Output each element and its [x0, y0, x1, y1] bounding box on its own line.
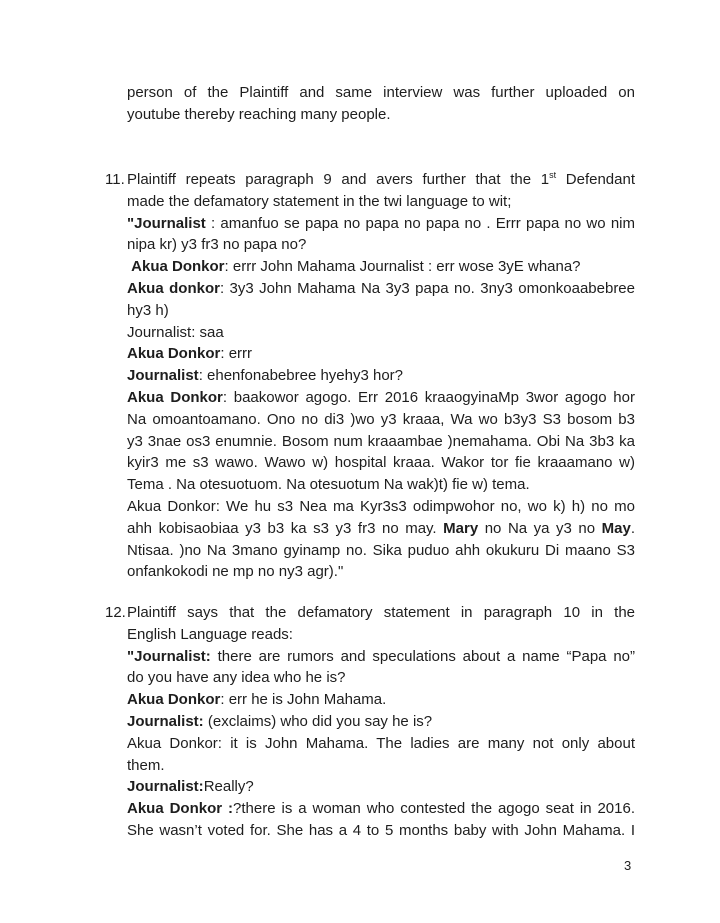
paragraph-11: [127, 169, 635, 583]
text-line: nipa kr) y3 fr3 no papa no?: [127, 236, 307, 254]
text-line: Tema . Na otesuotuom. Na otesuotum Na wak)t) fie w) tema.: [127, 476, 530, 494]
text-line: "Journalist: there are rumors and speculations about a name “Papa no”: [127, 647, 635, 665]
text-line: ahh kobisaobiaa y3 b3 ka s3 y3 fr3 no may. Mary no Na ya y3 no May.: [127, 519, 636, 537]
text-line: Akua Donkor: err he is John Mahama.: [127, 691, 387, 709]
text-line: Akua donkor: 3y3 John Mahama Na 3y3 papa no. 3ny3 omonkoaabebree: [127, 279, 635, 297]
text-line: them.: [127, 756, 165, 774]
text-line: do you have any idea who he is?: [127, 669, 346, 687]
text-line: onfankokodi ne mp no ny3 agr).": [127, 563, 344, 581]
text-line: English Language reads:: [127, 625, 293, 643]
text-line: Journalist: ehenfonabebree hyehy3 hor?: [127, 367, 404, 385]
text-line: Akua Donkor: errr John Mahama Journalist : err wose 3yE whana?: [131, 258, 581, 276]
intro-line: youtube thereby reaching many people.: [127, 105, 391, 123]
intro-paragraph: [127, 82, 635, 126]
text-line: Plaintiff says that the defamatory statement in paragraph 10 in the: [127, 604, 635, 621]
text-line: Ntisaa. )no Na 3mano gyinamp no. Sika puduo ahh okukuru Di maano S3: [127, 541, 635, 559]
text-line: made the defamatory statement in the twi language to wit;: [127, 192, 512, 210]
text-line: Akua Donkor :?there is a woman who contested the agogo seat in 2016.: [127, 800, 635, 818]
paragraph-number: 11.: [105, 171, 125, 188]
page-number: 3: [624, 858, 632, 873]
text-line: Akua Donkor: it is John Mahama. The ladies are many not only about: [127, 734, 635, 752]
text-line: "Journalist : amanfuo se papa no papa no papa no . Errr papa no wo nim: [127, 214, 635, 232]
text-line: Journalist: saa: [127, 323, 224, 341]
text-line: Akua Donkor: baakowor agogo. Err 2016 kraaogyinaMp 3wor agogo hor: [127, 388, 635, 406]
text-line: Plaintiff repeats paragraph 9 and avers further that the 1st Defendant: [127, 170, 635, 188]
text-line: Akua Donkor: We hu s3 Nea ma Kyr3s3 odimpwohor no, wo k) h) no mo: [127, 497, 635, 515]
paragraph-number: 12.: [105, 604, 126, 621]
intro-line: person of the Plaintiff and same interview was further uploaded on: [127, 84, 635, 101]
text-line: Journalist:Really?: [127, 778, 254, 796]
text-line: hy3 h): [127, 301, 169, 319]
text-line: kyir3 me s3 wawo. Wawo w) hospital kraaa. Wakor tor fie kraaamano w): [127, 454, 635, 472]
text-line: Akua Donkor: errr: [127, 345, 253, 363]
text-line: Na omoantoamano. Ono no di3 )wo y3 kraaa, Wa wo b3y3 S3 bosom b3: [127, 410, 635, 428]
paragraph-12: [127, 602, 635, 842]
text-line: Journalist: (exclaims) who did you say he is?: [127, 712, 433, 730]
text-line: She wasn’t voted for. She has a 4 to 5 months baby with John Mahama. I: [127, 821, 635, 839]
text-line: y3 3nae os3 enumnie. Bosom num kraaambae )nemahama. Obi Na 3b3 ka: [127, 432, 635, 450]
